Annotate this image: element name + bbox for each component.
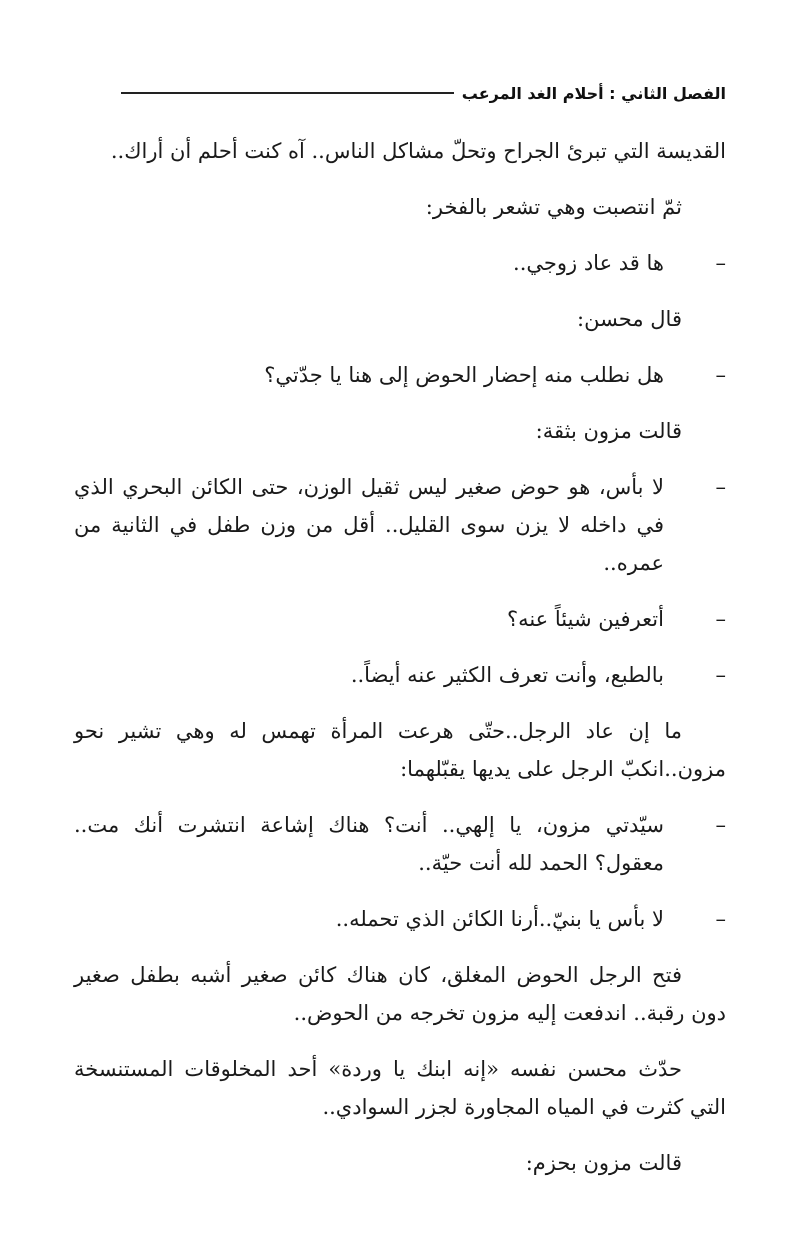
dialogue-line — [74, 600, 726, 638]
dialogue-line — [74, 656, 726, 694]
paragraph: ثمّ انتصبت وهي تشعر بالفخر: — [425, 195, 682, 219]
dialogue-text: سيّدتي مزون، يا إلهي.. أنت؟ هناك إشاعة انتشرت أنك مت.. معقول؟ الحمد لله أنت حيّة.. — [74, 813, 664, 875]
dialogue-dash: – — [715, 813, 726, 837]
dialogue-text: هل نطلب منه إحضار الحوض إلى هنا يا جدّتي؟ — [264, 363, 664, 387]
header-rule — [121, 92, 454, 94]
dialogue-line — [74, 806, 726, 882]
dialogue-text: لا بأس، هو حوض صغير ليس ثقيل الوزن، حتى الكائن البحري الذي في داخله لا يزن سوى القليل.. أقل من وزن طفل في الثانية من عمره.. — [74, 475, 664, 575]
dialogue-text: لا بأس يا بنيّ..أرنا الكائن الذي تحمله.. — [335, 907, 664, 931]
paragraph: قالت مزون بحزم: — [525, 1151, 682, 1175]
dialogue-text: ها قد عاد زوجي.. — [513, 251, 664, 275]
paragraph: حدّث محسن نفسه «إنه ابنك يا وردة» أحد المخلوقات المستنسخة التي كثرت في المياه المجاورة لجزر السوادي.. — [74, 1057, 726, 1119]
dialogue-dash: – — [715, 251, 726, 275]
dialogue-dash: – — [715, 607, 726, 631]
paragraph: القديسة التي تبرئ الجراح وتحلّ مشاكل الناس.. آه كنت أحلم أن أراك.. — [110, 139, 726, 163]
dialogue-text: بالطبع، وأنت تعرف الكثير عنه أيضاً.. — [350, 663, 664, 687]
chapter-title: الفصل الثاني : أحلام الغد المرعب — [461, 83, 726, 103]
body-text — [74, 132, 726, 1200]
dialogue-text: أتعرفين شيئاً عنه؟ — [506, 607, 664, 631]
dialogue-dash: – — [715, 363, 726, 387]
dialogue-dash: – — [715, 907, 726, 931]
paragraph: قال محسن: — [577, 307, 682, 331]
dialogue-line — [74, 356, 726, 394]
dialogue-line — [74, 900, 726, 938]
dialogue-line — [74, 468, 726, 582]
dialogue-dash: – — [715, 663, 726, 687]
paragraph: ما إن عاد الرجل..حتّى هرعت المرأة تهمس له وهي تشير نحو مزون..انكبّ الرجل على يديها يقبّلهما: — [74, 719, 726, 781]
dialogue-line — [74, 244, 726, 282]
running-header — [121, 78, 726, 108]
dialogue-dash: – — [715, 475, 726, 499]
paragraph: قالت مزون بثقة: — [535, 419, 682, 443]
paragraph: فتح الرجل الحوض المغلق، كان هناك كائن صغير أشبه بطفل صغير دون رقبة.. اندفعت إليه مزون تخرجه من الحوض.. — [74, 963, 726, 1025]
